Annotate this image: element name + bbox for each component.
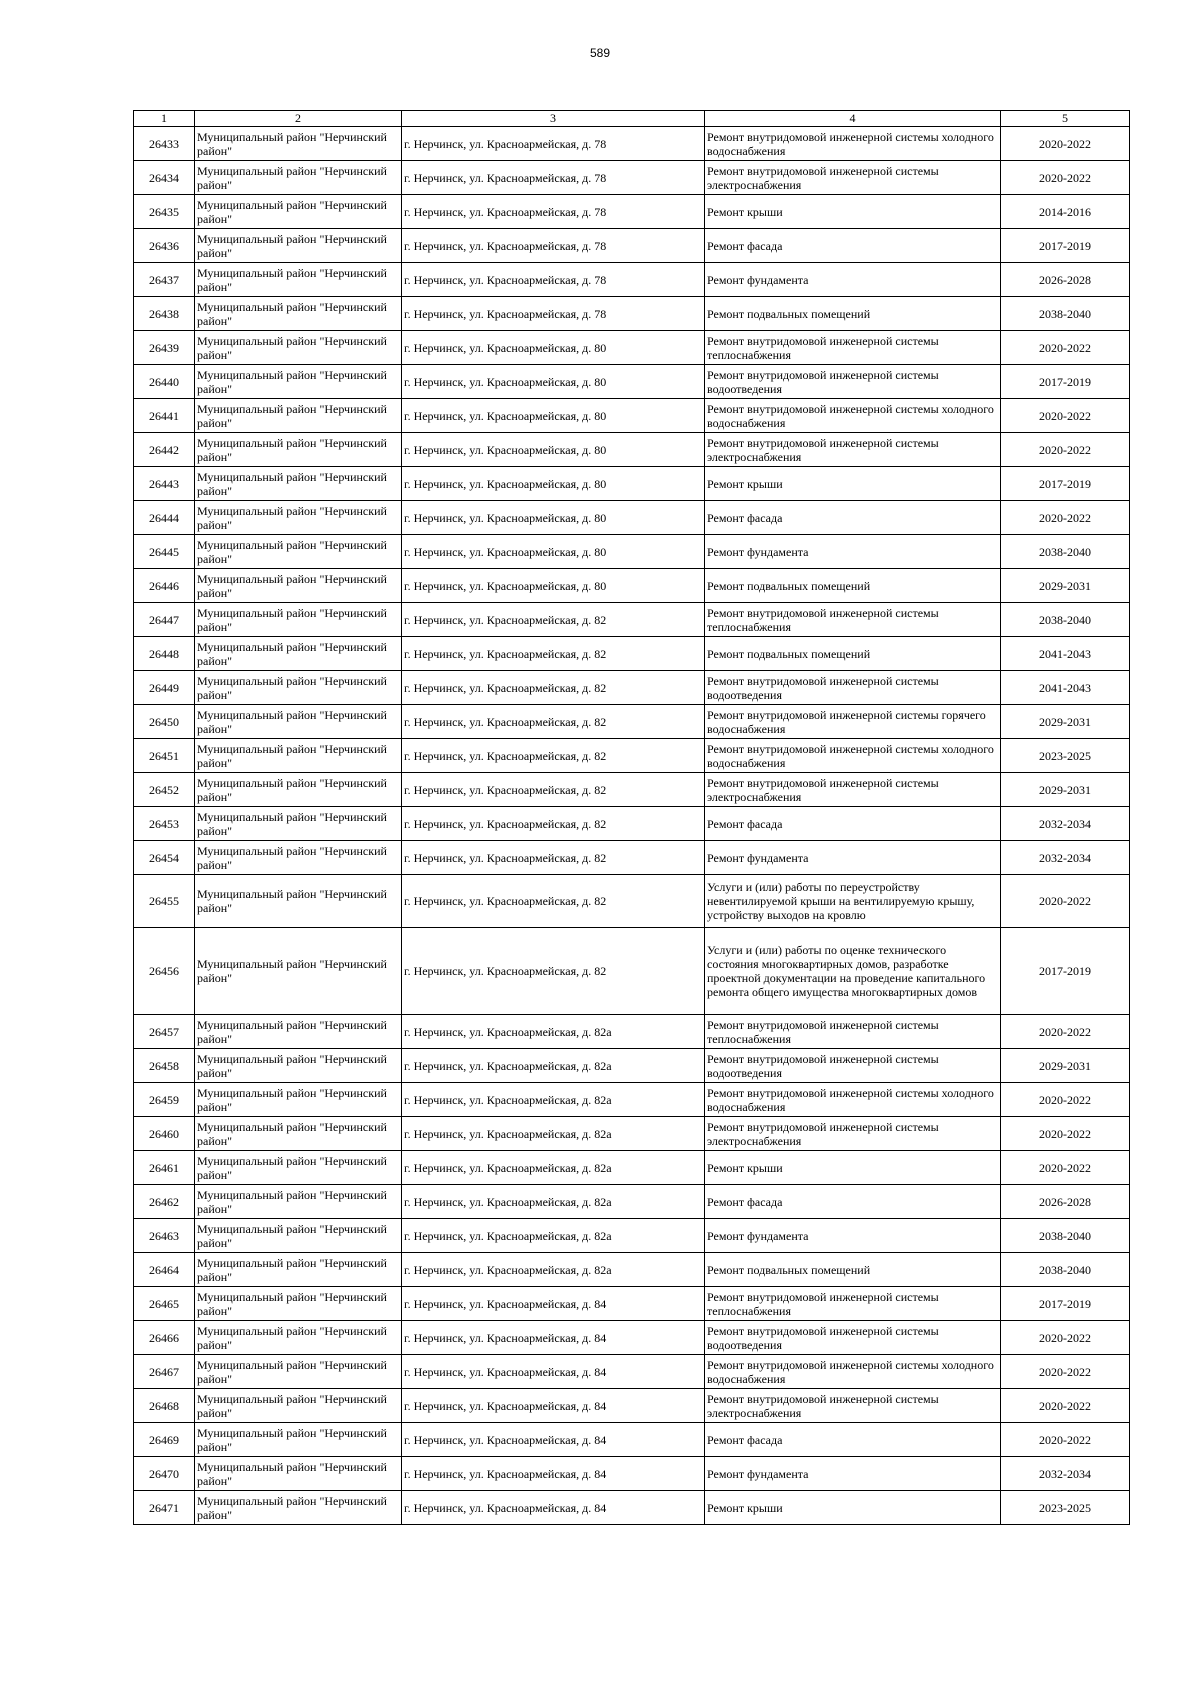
period-cell: 2038-2040 <box>1001 1253 1130 1287</box>
table-row <box>134 841 1130 875</box>
table-row <box>134 1389 1130 1423</box>
period-cell: 2032-2034 <box>1001 807 1130 841</box>
address-cell: г. Нерчинск, ул. Красноармейская, д. 78 <box>402 195 705 229</box>
table-row <box>134 195 1130 229</box>
row-number: 26442 <box>134 433 195 467</box>
row-number: 26444 <box>134 501 195 535</box>
period-cell: 2017-2019 <box>1001 467 1130 501</box>
work-type-cell: Услуги и (или) работы по оценке технического состояния многоквартирных домов, разработке проектной документации на проведение капитального ремонта общего имущества многоквартирных домов <box>705 928 1001 1015</box>
row-number: 26451 <box>134 739 195 773</box>
row-number: 26460 <box>134 1117 195 1151</box>
work-type-cell: Ремонт внутридомовой инженерной системы водоотведения <box>705 1049 1001 1083</box>
period-cell: 2032-2034 <box>1001 1457 1130 1491</box>
work-type-cell: Ремонт фасада <box>705 501 1001 535</box>
row-number: 26457 <box>134 1015 195 1049</box>
municipality-cell: Муниципальный район "Нерчинский район" <box>195 569 402 603</box>
period-cell: 2020-2022 <box>1001 1355 1130 1389</box>
row-number: 26459 <box>134 1083 195 1117</box>
municipality-cell: Муниципальный район "Нерчинский район" <box>195 1049 402 1083</box>
work-type-cell: Ремонт внутридомовой инженерной системы электроснабжения <box>705 1117 1001 1151</box>
period-cell: 2038-2040 <box>1001 1219 1130 1253</box>
row-number: 26466 <box>134 1321 195 1355</box>
municipality-cell: Муниципальный район "Нерчинский район" <box>195 535 402 569</box>
address-cell: г. Нерчинск, ул. Красноармейская, д. 80 <box>402 433 705 467</box>
table-row <box>134 263 1130 297</box>
address-cell: г. Нерчинск, ул. Красноармейская, д. 82а <box>402 1219 705 1253</box>
work-type-cell: Ремонт внутридомовой инженерной системы теплоснабжения <box>705 603 1001 637</box>
table-row <box>134 1287 1130 1321</box>
address-cell: г. Нерчинск, ул. Красноармейская, д. 82а <box>402 1015 705 1049</box>
period-cell: 2023-2025 <box>1001 739 1130 773</box>
address-cell: г. Нерчинск, ул. Красноармейская, д. 84 <box>402 1321 705 1355</box>
table-row <box>134 1321 1130 1355</box>
row-number: 26467 <box>134 1355 195 1389</box>
municipality-cell: Муниципальный район "Нерчинский район" <box>195 127 402 161</box>
work-type-cell: Ремонт внутридомовой инженерной системы электроснабжения <box>705 773 1001 807</box>
work-type-cell: Ремонт подвальных помещений <box>705 1253 1001 1287</box>
period-cell: 2017-2019 <box>1001 229 1130 263</box>
address-cell: г. Нерчинск, ул. Красноармейская, д. 82а <box>402 1083 705 1117</box>
municipality-cell: Муниципальный район "Нерчинский район" <box>195 928 402 1015</box>
address-cell: г. Нерчинск, ул. Красноармейская, д. 84 <box>402 1457 705 1491</box>
table-row <box>134 671 1130 705</box>
table-row <box>134 433 1130 467</box>
row-number: 26440 <box>134 365 195 399</box>
period-cell: 2020-2022 <box>1001 501 1130 535</box>
period-cell: 2014-2016 <box>1001 195 1130 229</box>
address-cell: г. Нерчинск, ул. Красноармейская, д. 78 <box>402 229 705 263</box>
row-number: 26471 <box>134 1491 195 1525</box>
period-cell: 2017-2019 <box>1001 1287 1130 1321</box>
column-header: 3 <box>402 111 705 127</box>
row-number: 26435 <box>134 195 195 229</box>
table-row <box>134 331 1130 365</box>
work-type-cell: Ремонт внутридомовой инженерной системы электроснабжения <box>705 1389 1001 1423</box>
work-type-cell: Ремонт внутридомовой инженерной системы теплоснабжения <box>705 1287 1001 1321</box>
work-type-cell: Ремонт внутридомовой инженерной системы водоотведения <box>705 365 1001 399</box>
table-row <box>134 1423 1130 1457</box>
address-cell: г. Нерчинск, ул. Красноармейская, д. 84 <box>402 1355 705 1389</box>
address-cell: г. Нерчинск, ул. Красноармейская, д. 82а <box>402 1117 705 1151</box>
address-cell: г. Нерчинск, ул. Красноармейская, д. 82а <box>402 1185 705 1219</box>
municipality-cell: Муниципальный район "Нерчинский район" <box>195 1287 402 1321</box>
municipality-cell: Муниципальный район "Нерчинский район" <box>195 1185 402 1219</box>
municipality-cell: Муниципальный район "Нерчинский район" <box>195 195 402 229</box>
table-body <box>134 127 1130 1525</box>
row-number: 26439 <box>134 331 195 365</box>
row-number: 26450 <box>134 705 195 739</box>
work-type-cell: Ремонт внутридомовой инженерной системы холодного водоснабжения <box>705 1083 1001 1117</box>
municipality-cell: Муниципальный район "Нерчинский район" <box>195 501 402 535</box>
address-cell: г. Нерчинск, ул. Красноармейская, д. 78 <box>402 297 705 331</box>
row-number: 26463 <box>134 1219 195 1253</box>
column-header: 2 <box>195 111 402 127</box>
column-header: 1 <box>134 111 195 127</box>
row-number: 26454 <box>134 841 195 875</box>
address-cell: г. Нерчинск, ул. Красноармейская, д. 84 <box>402 1491 705 1525</box>
period-cell: 2020-2022 <box>1001 127 1130 161</box>
address-cell: г. Нерчинск, ул. Красноармейская, д. 82 <box>402 637 705 671</box>
row-number: 26464 <box>134 1253 195 1287</box>
address-cell: г. Нерчинск, ул. Красноармейская, д. 82 <box>402 671 705 705</box>
municipality-cell: Муниципальный район "Нерчинский район" <box>195 161 402 195</box>
table-row <box>134 501 1130 535</box>
address-cell: г. Нерчинск, ул. Красноармейская, д. 82 <box>402 773 705 807</box>
address-cell: г. Нерчинск, ул. Красноармейская, д. 82 <box>402 705 705 739</box>
municipality-cell: Муниципальный район "Нерчинский район" <box>195 1423 402 1457</box>
work-type-cell: Ремонт подвальных помещений <box>705 297 1001 331</box>
period-cell: 2020-2022 <box>1001 1083 1130 1117</box>
address-cell: г. Нерчинск, ул. Красноармейская, д. 80 <box>402 365 705 399</box>
work-type-cell: Ремонт внутридомовой инженерной системы холодного водоснабжения <box>705 399 1001 433</box>
table-row <box>134 229 1130 263</box>
row-number: 26465 <box>134 1287 195 1321</box>
municipality-cell: Муниципальный район "Нерчинский район" <box>195 1457 402 1491</box>
address-cell: г. Нерчинск, ул. Красноармейская, д. 80 <box>402 535 705 569</box>
period-cell: 2020-2022 <box>1001 399 1130 433</box>
period-cell: 2023-2025 <box>1001 1491 1130 1525</box>
period-cell: 2029-2031 <box>1001 569 1130 603</box>
table-row <box>134 1355 1130 1389</box>
period-cell: 2020-2022 <box>1001 1015 1130 1049</box>
period-cell: 2026-2028 <box>1001 1185 1130 1219</box>
table-row <box>134 467 1130 501</box>
period-cell: 2020-2022 <box>1001 875 1130 928</box>
period-cell: 2020-2022 <box>1001 433 1130 467</box>
period-cell: 2020-2022 <box>1001 1117 1130 1151</box>
municipality-cell: Муниципальный район "Нерчинский район" <box>195 1321 402 1355</box>
municipality-cell: Муниципальный район "Нерчинский район" <box>195 263 402 297</box>
address-cell: г. Нерчинск, ул. Красноармейская, д. 84 <box>402 1423 705 1457</box>
municipality-cell: Муниципальный район "Нерчинский район" <box>195 1491 402 1525</box>
row-number: 26458 <box>134 1049 195 1083</box>
work-type-cell: Ремонт фундамента <box>705 1457 1001 1491</box>
municipality-cell: Муниципальный район "Нерчинский район" <box>195 739 402 773</box>
period-cell: 2020-2022 <box>1001 1321 1130 1355</box>
municipality-cell: Муниципальный район "Нерчинский район" <box>195 807 402 841</box>
municipality-cell: Муниципальный район "Нерчинский район" <box>195 365 402 399</box>
table-row <box>134 637 1130 671</box>
address-cell: г. Нерчинск, ул. Красноармейская, д. 82 <box>402 603 705 637</box>
table-row <box>134 603 1130 637</box>
period-cell: 2029-2031 <box>1001 705 1130 739</box>
address-cell: г. Нерчинск, ул. Красноармейская, д. 80 <box>402 467 705 501</box>
work-type-cell: Услуги и (или) работы по переустройству невентилируемой крыши на вентилируемую крышу, устройству выходов на кровлю <box>705 875 1001 928</box>
period-cell: 2029-2031 <box>1001 1049 1130 1083</box>
work-type-cell: Ремонт крыши <box>705 1491 1001 1525</box>
municipality-cell: Муниципальный район "Нерчинский район" <box>195 1253 402 1287</box>
row-number: 26447 <box>134 603 195 637</box>
address-cell: г. Нерчинск, ул. Красноармейская, д. 80 <box>402 501 705 535</box>
row-number: 26452 <box>134 773 195 807</box>
work-type-cell: Ремонт фасада <box>705 1423 1001 1457</box>
work-type-cell: Ремонт внутридомовой инженерной системы теплоснабжения <box>705 1015 1001 1049</box>
table-row <box>134 1219 1130 1253</box>
municipality-cell: Муниципальный район "Нерчинский район" <box>195 1355 402 1389</box>
address-cell: г. Нерчинск, ул. Красноармейская, д. 78 <box>402 161 705 195</box>
address-cell: г. Нерчинск, ул. Красноармейская, д. 78 <box>402 127 705 161</box>
work-type-cell: Ремонт фасада <box>705 1185 1001 1219</box>
address-cell: г. Нерчинск, ул. Красноармейская, д. 84 <box>402 1287 705 1321</box>
municipality-cell: Муниципальный район "Нерчинский район" <box>195 297 402 331</box>
period-cell: 2017-2019 <box>1001 928 1130 1015</box>
table-row <box>134 535 1130 569</box>
row-number: 26453 <box>134 807 195 841</box>
table-row <box>134 365 1130 399</box>
address-cell: г. Нерчинск, ул. Красноармейская, д. 80 <box>402 399 705 433</box>
table-row <box>134 773 1130 807</box>
work-type-cell: Ремонт подвальных помещений <box>705 637 1001 671</box>
table-row <box>134 161 1130 195</box>
period-cell: 2017-2019 <box>1001 365 1130 399</box>
row-number: 26455 <box>134 875 195 928</box>
table-row <box>134 1151 1130 1185</box>
table-row <box>134 1253 1130 1287</box>
period-cell: 2020-2022 <box>1001 331 1130 365</box>
work-type-cell: Ремонт крыши <box>705 467 1001 501</box>
period-cell: 2032-2034 <box>1001 841 1130 875</box>
municipality-cell: Муниципальный район "Нерчинский район" <box>195 773 402 807</box>
period-cell: 2026-2028 <box>1001 263 1130 297</box>
capital-repair-table <box>133 110 1130 1525</box>
table-row <box>134 127 1130 161</box>
municipality-cell: Муниципальный район "Нерчинский район" <box>195 637 402 671</box>
table-row <box>134 569 1130 603</box>
work-type-cell: Ремонт фундамента <box>705 263 1001 297</box>
table-row <box>134 739 1130 773</box>
table-row <box>134 875 1130 928</box>
work-type-cell: Ремонт внутридомовой инженерной системы электроснабжения <box>705 433 1001 467</box>
row-number: 26446 <box>134 569 195 603</box>
work-type-cell: Ремонт фасада <box>705 807 1001 841</box>
table-row <box>134 1117 1130 1151</box>
municipality-cell: Муниципальный район "Нерчинский район" <box>195 433 402 467</box>
table-row <box>134 807 1130 841</box>
municipality-cell: Муниципальный район "Нерчинский район" <box>195 229 402 263</box>
address-cell: г. Нерчинск, ул. Красноармейская, д. 80 <box>402 331 705 365</box>
work-type-cell: Ремонт внутридомовой инженерной системы холодного водоснабжения <box>705 127 1001 161</box>
address-cell: г. Нерчинск, ул. Красноармейская, д. 82 <box>402 928 705 1015</box>
period-cell: 2020-2022 <box>1001 1151 1130 1185</box>
table-row <box>134 1185 1130 1219</box>
work-type-cell: Ремонт фундамента <box>705 1219 1001 1253</box>
municipality-cell: Муниципальный район "Нерчинский район" <box>195 705 402 739</box>
address-cell: г. Нерчинск, ул. Красноармейская, д. 82а <box>402 1049 705 1083</box>
row-number: 26461 <box>134 1151 195 1185</box>
period-cell: 2041-2043 <box>1001 671 1130 705</box>
address-cell: г. Нерчинск, ул. Красноармейская, д. 80 <box>402 569 705 603</box>
row-number: 26433 <box>134 127 195 161</box>
municipality-cell: Муниципальный район "Нерчинский район" <box>195 603 402 637</box>
municipality-cell: Муниципальный район "Нерчинский район" <box>195 331 402 365</box>
table-row <box>134 1457 1130 1491</box>
period-cell: 2020-2022 <box>1001 1389 1130 1423</box>
table-row <box>134 1015 1130 1049</box>
period-cell: 2038-2040 <box>1001 535 1130 569</box>
work-type-cell: Ремонт внутридомовой инженерной системы холодного водоснабжения <box>705 1355 1001 1389</box>
municipality-cell: Муниципальный район "Нерчинский район" <box>195 841 402 875</box>
row-number: 26469 <box>134 1423 195 1457</box>
municipality-cell: Муниципальный район "Нерчинский район" <box>195 671 402 705</box>
address-cell: г. Нерчинск, ул. Красноармейская, д. 82 <box>402 739 705 773</box>
row-number: 26438 <box>134 297 195 331</box>
address-cell: г. Нерчинск, ул. Красноармейская, д. 82а <box>402 1151 705 1185</box>
work-type-cell: Ремонт внутридомовой инженерной системы водоотведения <box>705 671 1001 705</box>
row-number: 26443 <box>134 467 195 501</box>
address-cell: г. Нерчинск, ул. Красноармейская, д. 82 <box>402 807 705 841</box>
municipality-cell: Муниципальный район "Нерчинский район" <box>195 1083 402 1117</box>
row-number: 26456 <box>134 928 195 1015</box>
municipality-cell: Муниципальный район "Нерчинский район" <box>195 875 402 928</box>
work-type-cell: Ремонт крыши <box>705 1151 1001 1185</box>
work-type-cell: Ремонт внутридомовой инженерной системы водоотведения <box>705 1321 1001 1355</box>
table-row <box>134 399 1130 433</box>
address-cell: г. Нерчинск, ул. Красноармейская, д. 84 <box>402 1389 705 1423</box>
row-number: 26448 <box>134 637 195 671</box>
period-cell: 2020-2022 <box>1001 1423 1130 1457</box>
row-number: 26434 <box>134 161 195 195</box>
table-row <box>134 1083 1130 1117</box>
row-number: 26468 <box>134 1389 195 1423</box>
municipality-cell: Муниципальный район "Нерчинский район" <box>195 399 402 433</box>
row-number: 26445 <box>134 535 195 569</box>
row-number: 26436 <box>134 229 195 263</box>
table-row <box>134 705 1130 739</box>
municipality-cell: Муниципальный район "Нерчинский район" <box>195 1151 402 1185</box>
municipality-cell: Муниципальный район "Нерчинский район" <box>195 1219 402 1253</box>
work-type-cell: Ремонт подвальных помещений <box>705 569 1001 603</box>
municipality-cell: Муниципальный район "Нерчинский район" <box>195 1015 402 1049</box>
work-type-cell: Ремонт фасада <box>705 229 1001 263</box>
period-cell: 2029-2031 <box>1001 773 1130 807</box>
period-cell: 2038-2040 <box>1001 603 1130 637</box>
period-cell: 2038-2040 <box>1001 297 1130 331</box>
work-type-cell: Ремонт внутридомовой инженерной системы электроснабжения <box>705 161 1001 195</box>
municipality-cell: Муниципальный район "Нерчинский район" <box>195 467 402 501</box>
row-number: 26441 <box>134 399 195 433</box>
address-cell: г. Нерчинск, ул. Красноармейская, д. 78 <box>402 263 705 297</box>
municipality-cell: Муниципальный район "Нерчинский район" <box>195 1389 402 1423</box>
municipality-cell: Муниципальный район "Нерчинский район" <box>195 1117 402 1151</box>
table-row <box>134 1491 1130 1525</box>
work-type-cell: Ремонт внутридомовой инженерной системы теплоснабжения <box>705 331 1001 365</box>
table-row <box>134 1049 1130 1083</box>
row-number: 26449 <box>134 671 195 705</box>
address-cell: г. Нерчинск, ул. Красноармейская, д. 82а <box>402 1253 705 1287</box>
period-cell: 2041-2043 <box>1001 637 1130 671</box>
work-type-cell: Ремонт внутридомовой инженерной системы горячего водоснабжения <box>705 705 1001 739</box>
column-header: 4 <box>705 111 1001 127</box>
row-number: 26462 <box>134 1185 195 1219</box>
table-row <box>134 297 1130 331</box>
work-type-cell: Ремонт внутридомовой инженерной системы холодного водоснабжения <box>705 739 1001 773</box>
work-type-cell: Ремонт фундамента <box>705 841 1001 875</box>
row-number: 26470 <box>134 1457 195 1491</box>
address-cell: г. Нерчинск, ул. Красноармейская, д. 82 <box>402 841 705 875</box>
period-cell: 2020-2022 <box>1001 161 1130 195</box>
header-row <box>134 111 1130 127</box>
table-row <box>134 928 1130 1015</box>
column-header: 5 <box>1001 111 1130 127</box>
row-number: 26437 <box>134 263 195 297</box>
work-type-cell: Ремонт крыши <box>705 195 1001 229</box>
page-number: 589 <box>589 46 611 60</box>
work-type-cell: Ремонт фундамента <box>705 535 1001 569</box>
address-cell: г. Нерчинск, ул. Красноармейская, д. 82 <box>402 875 705 928</box>
